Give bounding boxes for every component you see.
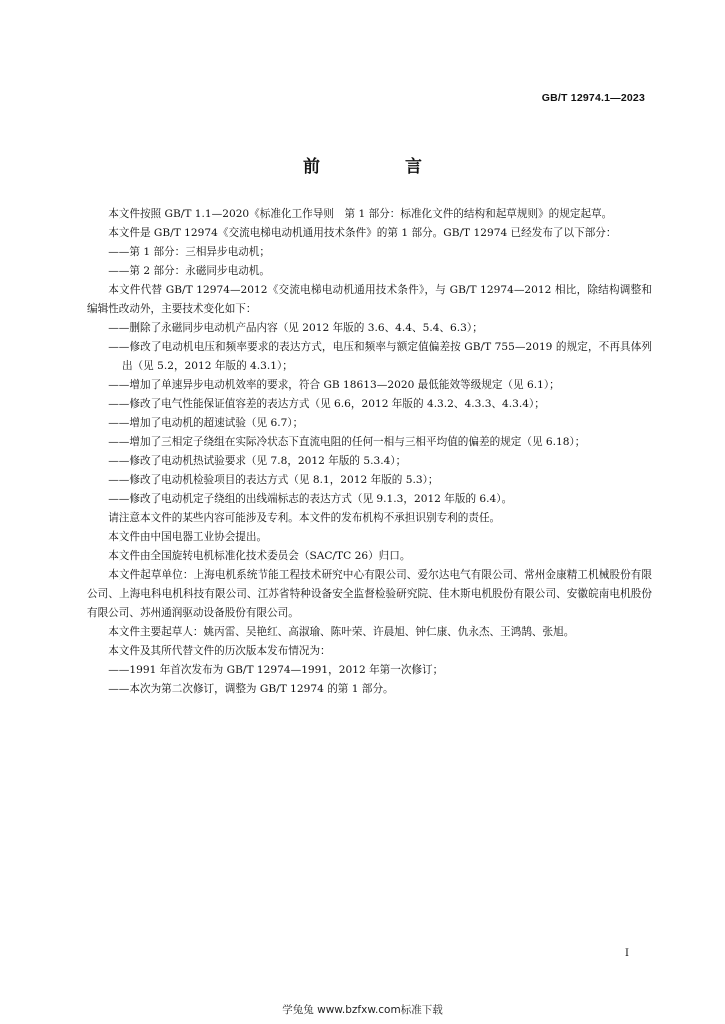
list-item: ——修改了电动机热试验要求（见 7.8，2012 年版的 5.3.4）； (108, 455, 407, 467)
list-item: ——第 1 部分：三相异步电动机； (108, 246, 270, 258)
paragraph: 本文件及其所代替文件的历次版本发布情况为： (108, 645, 331, 657)
list-item: ——1991 年首次发布为 GB/T 12974—1991，2012 年第一次修订； (108, 664, 444, 676)
list-item: ——增加了三相定子绕组在实际冷状态下直流电阻的任何一相与三相平均值的偏差的规定（见 6.18）； (108, 436, 586, 448)
paragraph: 请注意本文件的某些内容可能涉及专利。本文件的发布机构不承担识别专利的责任。 (108, 512, 501, 524)
paragraph: 本文件由中国电器工业协会提出。 (108, 531, 268, 543)
paragraph: 本文件由全国旋转电机标准化技术委员会（SAC/TC 26）归口。 (108, 550, 411, 562)
page-title: 前 言 (303, 157, 456, 177)
foreword-body (87, 205, 652, 699)
paragraph: 本文件代替 GB/T 12974—2012《交流电梯电动机通用技术条件》，与 GB/T 12974—2012 相比，除结构调整和编辑性改动外，主要技术变化如下： (87, 284, 652, 315)
paragraph: 本文件主要起草人：姚丙雷、吴艳红、高淑瑜、陈叶荣、许晨旭、钟仁康、仇永杰、王鸿鹄、张旭。 (108, 626, 575, 638)
paragraph: 本文件是 GB/T 12974《交流电梯电动机通用技术条件》的第 1 部分。GB/T 12974 已经发布了以下部分： (108, 227, 617, 239)
list-item: ——修改了电气性能保证值容差的表达方式（见 6.6，2012 年版的 4.3.2、4.3.3、4.3.4）； (108, 398, 545, 410)
list-item: ——修改了电动机定子绕组的出线端标志的表达方式（见 9.1.3，2012 年版的 6.4）。 (108, 493, 513, 505)
list-item: ——修改了电动机检验项目的表达方式（见 8.1，2012 年版的 5.3）； (108, 474, 439, 486)
page-number: I (625, 948, 629, 959)
list-item: ——删除了永磁同步电动机产品内容（见 2012 年版的 3.6、4.4、5.4、6.3）； (108, 322, 483, 334)
standard-code: GB/T 12974.1—2023 (541, 92, 645, 104)
paragraph: 本文件起草单位：上海电机系统节能工程技术研究中心有限公司、爱尔达电气有限公司、常州金康精工机械股份有限公司、上海电科电机科技有限公司、江苏省特种设备安全监督检验研究院、佳木斯电机股份有限公司、安徽皖南电机股份有限公司、苏州通润驱动设备股份有限公司。 (87, 569, 652, 619)
footer-watermark-link[interactable]: 学兔兔 www.bzfxw.com标准下载 (282, 1004, 443, 1016)
list-item: ——修改了电动机电压和频率要求的表达方式，电压和频率与额定值偏差按 GB/T 755—2019 的规定，不再具体列出（见 5.2，2012 年版的 4.3.1）； (108, 341, 652, 372)
list-item: ——本次为第二次修订，调整为 GB/T 12974 的第 1 部分。 (108, 683, 394, 695)
list-item: ——第 2 部分：永磁同步电动机。 (108, 265, 270, 277)
paragraph: 本文件按照 GB/T 1.1—2020《标准化工作导则 第 1 部分：标准化文件的结构和起草规则》的规定起草。 (108, 208, 613, 220)
list-item: ——增加了单速异步电动机效率的要求，符合 GB 18613—2020 最低能效等级规定（见 6.1）； (108, 379, 560, 391)
list-item: ——增加了电动机的超速试验（见 6.7）； (108, 417, 304, 429)
